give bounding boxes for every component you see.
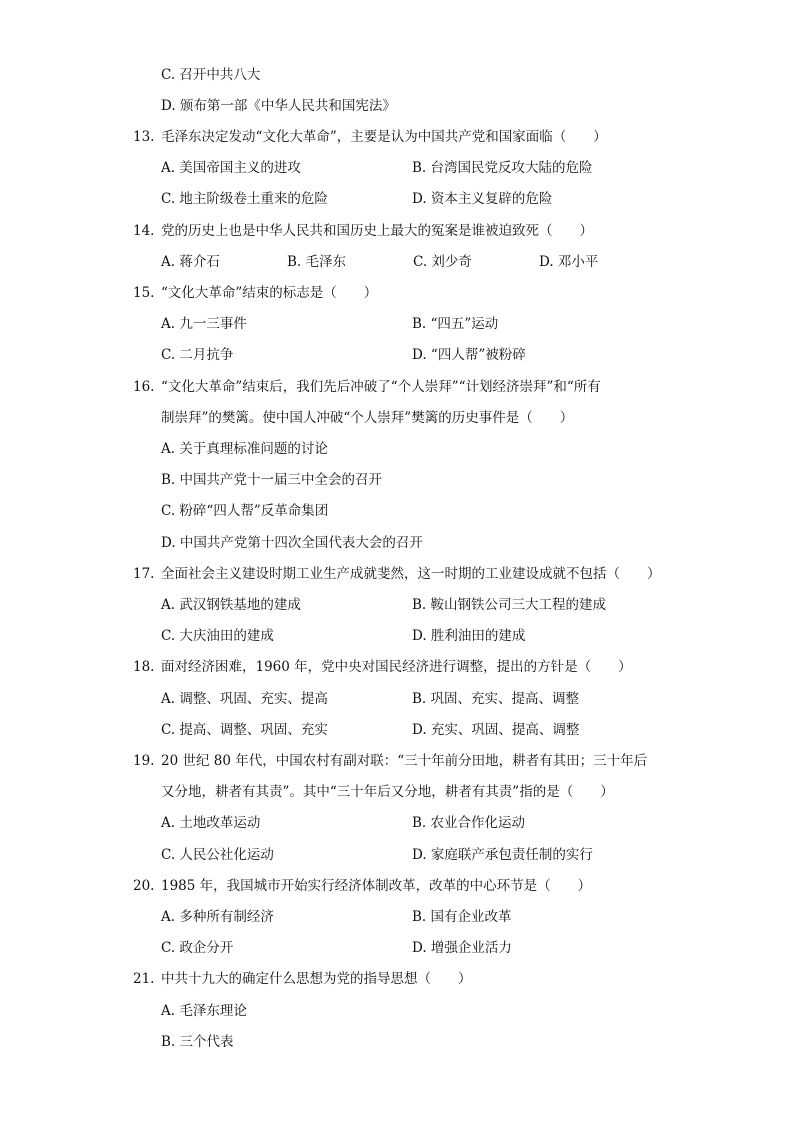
option-text: A. 调整、巩固、充实、提高 bbox=[161, 690, 328, 707]
option-text: D. 资本主义复辟的危险 bbox=[412, 191, 553, 208]
question-stem: 面对经济困难，1960 年，党中央对国民经济进行调整，提出的方针是（ ） bbox=[161, 659, 632, 676]
question-number: 16. bbox=[133, 378, 155, 395]
option-text: B. 中国共产党十一届三中全会的召开 bbox=[161, 472, 383, 489]
option-text: D. 增强企业活力 bbox=[412, 940, 512, 957]
option-text: B. 巩固、充实、提高、调整 bbox=[412, 690, 580, 707]
option-text: B. 台湾国民党反攻大陆的危险 bbox=[412, 160, 593, 177]
option-text: A. 关于真理标准问题的讨论 bbox=[161, 441, 328, 457]
option-text: C. 政企分开 bbox=[161, 940, 234, 957]
question-stem: 全面社会主义建设时期工业生产成就斐然，这一时期的工业建设成就不包括（ ） bbox=[161, 565, 661, 582]
option-text: D. “四人帮”被粉碎 bbox=[412, 347, 526, 364]
option-text: C. 召开中共八大 bbox=[161, 67, 261, 83]
option-text: A. 美国帝国主义的进攻 bbox=[161, 160, 301, 177]
option-text: B. 鞍山钢铁公司三大工程的建成 bbox=[412, 597, 607, 613]
option-text: C. 二月抗争 bbox=[161, 347, 234, 364]
option-text: D. 颁布第一部《中华人民共和国宪法》 bbox=[161, 98, 396, 114]
question-stem: 20 世纪 80 年代，中国农村有副对联：“三十年前分田地，耕者有其田；三十年后 bbox=[161, 753, 648, 769]
question-stem: “文化大革命”结束的标志是（ ） bbox=[161, 285, 378, 301]
option-text: C. 刘少奇 bbox=[413, 253, 472, 270]
option-text: D. 邓小平 bbox=[539, 253, 599, 270]
option-text: A. 武汉钢铁基地的建成 bbox=[161, 597, 301, 613]
question-number: 19. bbox=[133, 753, 155, 769]
option-text: A. 九一三事件 bbox=[161, 316, 247, 333]
option-text: A. 多种所有制经济 bbox=[161, 909, 274, 925]
question-stem: 中共十九大的确定什么思想为党的指导思想（ ） bbox=[161, 971, 472, 988]
question-number: 15. bbox=[133, 285, 155, 301]
question-stem: 党的历史上也是中华人民共和国历史上最大的冤案是谁被迫致死（ ） bbox=[161, 222, 593, 239]
option-text: C. 人民公社化运动 bbox=[161, 846, 274, 863]
question-stem: “文化大革命”结束后，我们先后冲破了“个人崇拜”“计划经济崇拜”和“所有 bbox=[161, 378, 601, 395]
question-number: 17. bbox=[133, 565, 155, 582]
option-text: C. 地主阶级卷土重来的危险 bbox=[161, 191, 328, 208]
option-text: C. 提高、调整、巩固、充实 bbox=[161, 721, 328, 738]
option-text: B. 三个代表 bbox=[161, 1033, 234, 1050]
option-text: D. 充实、巩固、提高、调整 bbox=[412, 721, 580, 738]
question-number: 21. bbox=[133, 971, 155, 988]
option-text: C. 大庆油田的建成 bbox=[161, 628, 274, 645]
option-text: B. 农业合作化运动 bbox=[412, 815, 526, 832]
option-text: A. 蒋介石 bbox=[161, 253, 220, 270]
question-stem: 制崇拜”的樊篱。使中国人冲破“个人崇拜”樊篱的历史事件是（ ） bbox=[161, 409, 574, 426]
option-text: B. 国有企业改革 bbox=[412, 909, 512, 925]
option-text: B. “四五”运动 bbox=[412, 316, 499, 333]
question-stem: 1985 年，我国城市开始实行经济体制改革，改革的中心环节是（ ） bbox=[161, 877, 592, 894]
option-text: D. 胜利油田的建成 bbox=[412, 628, 526, 645]
question-stem: 又分地，耕者有其责”。其中“三十年后又分地，耕者有其责”指的是（ ） bbox=[161, 784, 614, 801]
question-number: 13. bbox=[133, 129, 155, 145]
option-text: A. 土地改革运动 bbox=[161, 815, 261, 832]
question-number: 20. bbox=[133, 877, 155, 894]
option-text: B. 毛泽东 bbox=[287, 253, 347, 270]
question-number: 14. bbox=[133, 222, 155, 239]
question-number: 18. bbox=[133, 659, 155, 676]
option-text: D. 家庭联产承包责任制的实行 bbox=[412, 846, 593, 863]
option-text: D. 中国共产党第十四次全国代表大会的召开 bbox=[161, 534, 423, 551]
question-stem: 毛泽东决定发动“文化大革命”，主要是认为中国共产党和国家面临（ ） bbox=[161, 129, 607, 145]
option-text: C. 粉碎“四人帮”反革命集团 bbox=[161, 503, 329, 520]
option-text: A. 毛泽东理论 bbox=[161, 1002, 247, 1019]
